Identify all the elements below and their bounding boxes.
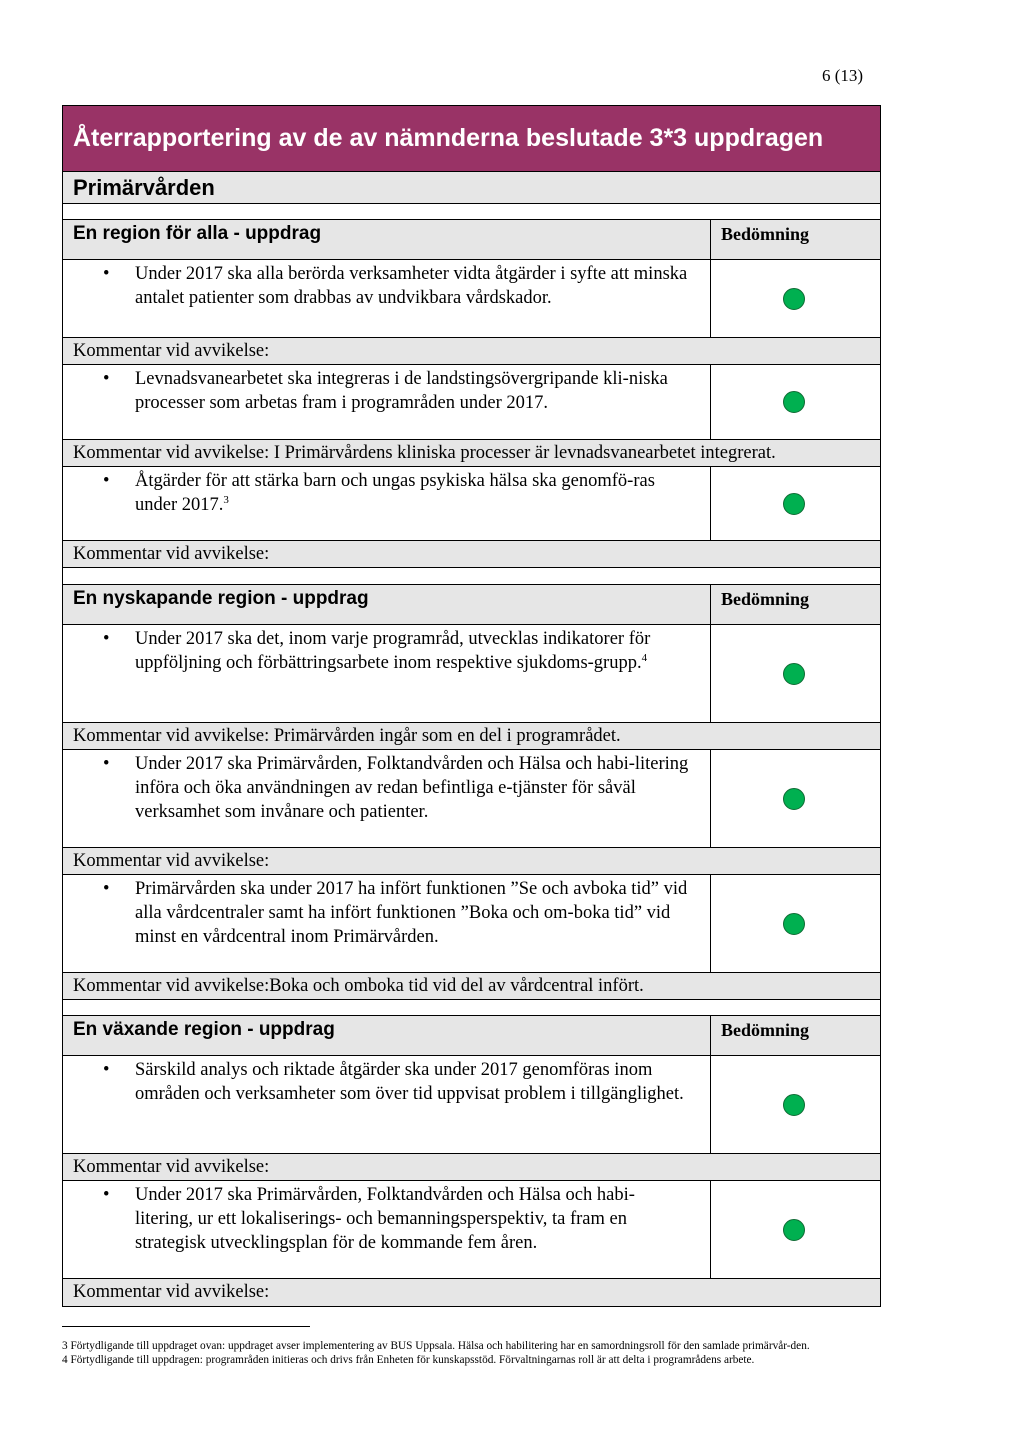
footnote-4: 4 Förtydligande till uppdragen: programråden initieras och drivs från Enheten för kunskapsstöd. Förvaltningarnas roll är att delta i programrådens arbete. bbox=[62, 1354, 755, 1366]
assignment-label: Åtgärder för att stärka barn och ungas psykiska hälsa ska genomfö-ras under 2017. bbox=[135, 471, 655, 515]
section-title: En nyskapande region - uppdrag bbox=[73, 588, 369, 609]
bullet-icon: • bbox=[103, 879, 110, 899]
report-title: Återrapportering av de av nämnderna beslutade 3*3 uppdragen bbox=[63, 106, 880, 172]
footnote-ref: 4 bbox=[641, 651, 648, 664]
bullet-icon: • bbox=[103, 629, 110, 649]
assignment-label: Levnadsvanearbetet ska integreras i de landstingsövergripande kli-niska processer som arbetas fram i programråden under 2017. bbox=[135, 369, 668, 413]
assessment-cell bbox=[710, 1056, 880, 1153]
assignment-row bbox=[63, 875, 880, 973]
comment-row: Kommentar vid avvikelse: bbox=[63, 848, 880, 875]
assessment-cell bbox=[710, 625, 880, 722]
assignment-row bbox=[63, 365, 880, 440]
status-green-icon bbox=[783, 288, 805, 310]
assessment-header: Bedömning bbox=[710, 585, 880, 624]
bullet-icon: • bbox=[103, 1060, 110, 1080]
section-title: En region för alla - uppdrag bbox=[73, 223, 322, 244]
section-header bbox=[63, 585, 880, 625]
footnote-separator bbox=[62, 1326, 310, 1327]
status-green-icon bbox=[783, 1094, 805, 1116]
assignment-label: Under 2017 ska det, inom varje programråd, utvecklas indikatorer för uppföljning och förbättringsarbete inom respektive sjukdoms-grupp. bbox=[135, 629, 651, 673]
assignment-text bbox=[63, 260, 710, 337]
assignment-label: Primärvården ska under 2017 ha infört funktionen ”Se och avboka tid” vid alla vårdcentraler samt ha infört funktionen ”Boka och om-boka tid” vid minst en vårdcentral inom Primärvården. bbox=[135, 879, 688, 947]
comment-row: Kommentar vid avvikelse: bbox=[63, 1154, 880, 1181]
footnote-3: 3 Förtydligande till uppdraget ovan: uppdraget avser implementering av BUS Uppsala. Hälsa och habilitering har en samordningsroll för den samlade primärvår-den. bbox=[62, 1340, 810, 1352]
bullet-icon: • bbox=[103, 471, 110, 491]
assignment-label: Under 2017 ska Primärvården, Folktandvården och Hälsa och habi-litering, ur ett lokaliserings- och bemanningsperspektiv, ta fram en strategisk utvecklingsplan för de kommande fem åren. bbox=[135, 1185, 635, 1253]
comment-row: Kommentar vid avvikelse:Boka och omboka tid vid del av vårdcentral infört. bbox=[63, 973, 880, 1000]
assessment-header: Bedömning bbox=[710, 220, 880, 259]
section-header bbox=[63, 1016, 880, 1056]
status-green-icon bbox=[783, 663, 805, 685]
comment-row: Kommentar vid avvikelse: Primärvården ingår som en del i programrådet. bbox=[63, 723, 880, 750]
bullet-icon: • bbox=[103, 264, 110, 284]
assignment-text bbox=[63, 875, 710, 972]
report-table bbox=[62, 105, 881, 1307]
assessment-cell bbox=[710, 260, 880, 337]
bullet-icon: • bbox=[103, 369, 110, 389]
spacer-row bbox=[63, 568, 880, 585]
status-green-icon bbox=[783, 493, 805, 515]
assignment-row bbox=[63, 750, 880, 848]
assignment-row bbox=[63, 1181, 880, 1279]
page-number: 6 (13) bbox=[822, 66, 864, 85]
assignment-row bbox=[63, 1056, 880, 1154]
assessment-cell bbox=[710, 467, 880, 540]
assessment-cell bbox=[710, 875, 880, 972]
status-green-icon bbox=[783, 1219, 805, 1241]
comment-row: Kommentar vid avvikelse: bbox=[63, 338, 880, 365]
assignment-text bbox=[63, 467, 710, 540]
status-green-icon bbox=[783, 788, 805, 810]
assignment-label: Under 2017 ska Primärvården, Folktandvården och Hälsa och habi-litering införa och öka användningen av redan befintliga e-tjänster för såväl verksamhet som invånare och patienter. bbox=[135, 754, 689, 822]
assignment-text bbox=[63, 1181, 710, 1278]
assignment-row bbox=[63, 467, 880, 541]
assessment-header: Bedömning bbox=[710, 1016, 880, 1055]
assignment-row bbox=[63, 260, 880, 338]
assignment-text bbox=[63, 1056, 710, 1153]
bullet-icon: • bbox=[103, 754, 110, 774]
comment-row: Kommentar vid avvikelse: bbox=[63, 1279, 880, 1306]
assignment-label: Under 2017 ska alla berörda verksamheter vidta åtgärder i syfte att minska antalet patienter som drabbas av undvikbara vårdskador. bbox=[135, 264, 688, 308]
section-title: En växande region - uppdrag bbox=[73, 1019, 335, 1040]
footnotes bbox=[62, 1339, 952, 1367]
comment-row: Kommentar vid avvikelse: bbox=[63, 541, 880, 568]
assignment-text bbox=[63, 365, 710, 439]
assignment-text bbox=[63, 750, 710, 847]
status-green-icon bbox=[783, 391, 805, 413]
spacer-row bbox=[63, 204, 880, 220]
section-header bbox=[63, 220, 880, 260]
assessment-cell bbox=[710, 365, 880, 439]
assignment-row bbox=[63, 625, 880, 723]
status-green-icon bbox=[783, 913, 805, 935]
bullet-icon: • bbox=[103, 1185, 110, 1205]
assignment-label: Särskild analys och riktade åtgärder ska under 2017 genomföras inom områden och verksamheter som över tid uppvisat problem i tillgänglighet. bbox=[135, 1060, 684, 1104]
footnote-ref: 3 bbox=[223, 493, 229, 506]
spacer-row bbox=[63, 1000, 880, 1016]
assignment-text bbox=[63, 625, 710, 722]
unit-title: Primärvården bbox=[63, 172, 880, 204]
assessment-cell bbox=[710, 1181, 880, 1278]
assessment-cell bbox=[710, 750, 880, 847]
comment-row: Kommentar vid avvikelse: I Primärvårdens kliniska processer är levnadsvanearbetet integrerat. bbox=[63, 440, 880, 467]
